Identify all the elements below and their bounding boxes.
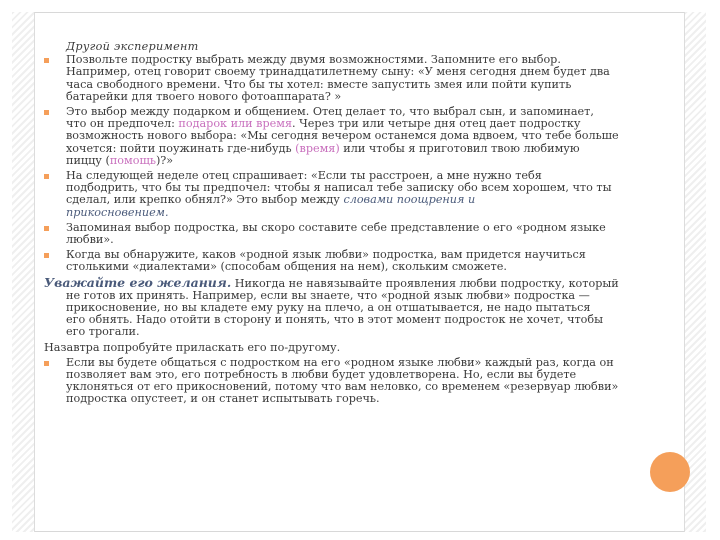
text-line: часа свободного времени. Что бы ты хотел: вместе запустить змея или пойти купить [66, 77, 572, 91]
highlight-help: помощь [109, 153, 156, 167]
text-line: пиццу (помощь)?» [66, 153, 174, 167]
text-line: столькими «диалектами» (способам общения на нем), скольким сможете. [66, 260, 507, 274]
orange-circle-decoration [650, 452, 690, 492]
left-decorative-stripe [12, 12, 34, 532]
text-line: позволяет вам это, его потребность в любви будет удовлетворена. Но, если вы будете [66, 368, 577, 382]
text-line: Когда вы обнаружите, каков «родной язык любви» подростка, вам придется научиться [66, 248, 586, 262]
bullet-item-3 [44, 170, 684, 219]
slide-heading: Другой эксперимент [66, 40, 199, 53]
bullet-square-icon [44, 174, 49, 179]
text-line: любви». [66, 233, 114, 247]
bullet-item-4 [44, 222, 684, 246]
text-line: его трогали. [66, 325, 140, 339]
text-line: Уважайте его желания. Никогда не навязывайте проявления любви подростку, который [44, 274, 619, 290]
highlight-gift-or-time: подарок или время [178, 117, 293, 131]
highlight-touch: прикосновением. [66, 205, 169, 219]
text-line: подбодрить, что бы ты предпочел: чтобы я написал тебе записку обо всем хорошем, что ты [66, 181, 612, 195]
highlight-time: (время) [295, 141, 340, 155]
text-line: Запоминая выбор подростка, вы скоро составите себе представление о его «родном языке [66, 220, 606, 234]
bullet-square-icon [44, 361, 49, 366]
right-divider [684, 12, 685, 532]
right-decorative-stripe [685, 12, 706, 532]
left-divider [34, 12, 35, 532]
paragraph-respect [44, 274, 684, 339]
text-line: не готов их принять. Например, если вы знаете, что «родной язык любви» подростка — [66, 288, 590, 302]
text-line: Это выбор между подарком и общением. Отец делает то, что выбрал сын, и запоминает, [66, 105, 594, 119]
text-line: подростка опустеет, и он станет испытывать горечь. [66, 392, 380, 406]
bullet-item-5 [44, 249, 684, 273]
emphasis-respect-wishes: Уважайте его желания. [44, 274, 232, 290]
text-line: его обнять. Надо отойти в сторону и понять, что в этот момент подросток не хочет, чтобы [66, 313, 604, 327]
text-line: возможность нового выбора: «Мы сегодня вечером останемся дома вдвоем, что тебе больше [66, 129, 619, 143]
text-line: Позвольте подростку выбрать между двумя возможностями. Запомните его выбор. [66, 53, 561, 67]
bullet-item-1 [44, 54, 684, 103]
paragraph-tomorrow: Назавтра попробуйте приласкать его по-другому. [44, 340, 341, 354]
bullet-item-6 [44, 357, 684, 406]
bullet-item-2 [44, 106, 684, 167]
text-line: Если вы будете общаться с подростком на его «родном языке любви» каждый раз, когда он [66, 355, 614, 369]
text-line: прикосновение, но вы кладете ему руку на плечо, а он отшатывается, не надо пытаться [66, 301, 591, 315]
bullet-square-icon [44, 226, 49, 231]
slide-content [44, 41, 684, 409]
bullet-square-icon [44, 110, 49, 115]
text-line: Например, отец говорит своему тринадцатилетнему сыну: «У меня сегодня днем будет два [66, 65, 610, 79]
text-line: уклоняться от его прикосновений, потому что вам неловко, со временем «резервуар любви» [66, 380, 619, 394]
text-line: На следующей неделе отец спрашивает: «Если ты расстроен, а мне нужно тебя [66, 169, 542, 183]
text-line: батарейки для твоего нового фотоаппарата? » [66, 89, 342, 103]
text-line: хочется: пойти поужинать где-нибудь (время) или чтобы я приготовил твою любимую [66, 141, 580, 155]
text-line: сделал, или крепко обнял?» Это выбор между словами поощрения и [66, 193, 476, 207]
highlight-words-of-affirmation: словами поощрения и [343, 193, 476, 207]
bullet-square-icon [44, 58, 49, 63]
bullet-square-icon [44, 253, 49, 258]
text-line: что он предпочел: подарок или время. Через три или четыре дня отец дает подростку [66, 117, 581, 131]
